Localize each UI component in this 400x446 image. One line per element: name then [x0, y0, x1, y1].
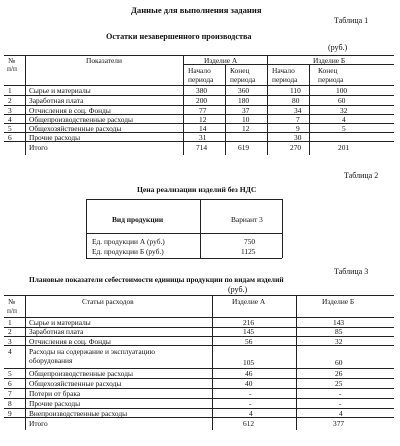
table-cell: 60	[335, 358, 343, 367]
table-cell: 31	[199, 133, 207, 142]
table-grid-line	[212, 295, 213, 430]
table-cell: 1125	[241, 247, 256, 256]
table-cell: -	[339, 389, 342, 398]
table-cell: 8	[8, 399, 12, 408]
table-cell: 34	[294, 106, 302, 115]
table1-col-indicator: Показатели	[86, 56, 122, 65]
table-cell: 12	[199, 115, 207, 124]
document-title: Данные для выполнения задания	[131, 5, 262, 15]
table1-product-a: Изделие А	[204, 56, 238, 65]
table-cell: Сырье и материалы	[29, 318, 91, 327]
table-cell: -	[249, 389, 252, 398]
table-cell: Прочие расходы	[29, 399, 81, 408]
table1-col-np: п/п	[7, 64, 17, 73]
table-cell: 40	[245, 379, 253, 388]
table-grid-line	[309, 64, 310, 155]
table1-a-begin-2: периода	[188, 75, 214, 84]
table-cell: 216	[243, 318, 255, 327]
table1-a-end: Конец	[230, 66, 250, 75]
table2-col-variant: Вариант 3	[231, 215, 263, 224]
table-cell: Ед. продукции Б (руб.)	[92, 247, 164, 256]
table3-unit: (руб.)	[228, 285, 248, 294]
table-cell: Сырье и материалы	[29, 86, 91, 95]
table3-product-a: Изделие А	[232, 297, 266, 306]
table-grid-line	[296, 295, 297, 430]
table-cell: 619	[238, 143, 250, 152]
table-cell: 200	[196, 96, 208, 105]
table-cell: Общепроизводственные расходы	[29, 369, 133, 378]
table-cell: 56	[245, 337, 253, 346]
table-cell: 10	[242, 115, 250, 124]
table-grid-line	[267, 55, 268, 155]
table-cell: 105	[243, 358, 255, 367]
table-grid-line	[25, 295, 26, 430]
table-grid-line	[282, 199, 283, 258]
table-cell: 201	[338, 143, 350, 152]
table-cell: -	[339, 399, 342, 408]
table-cell: 100	[336, 86, 348, 95]
table-cell: 4	[339, 409, 343, 418]
table-cell: 32	[335, 337, 343, 346]
table-cell: 30	[294, 133, 302, 142]
table-cell: 37	[242, 106, 250, 115]
table3-col-np: п/п	[7, 306, 17, 315]
table1-label: Таблица 1	[334, 16, 369, 25]
table-cell: 7	[296, 115, 300, 124]
table3-product-b: Изделие Б	[322, 297, 355, 306]
table-cell: 1	[8, 86, 12, 95]
table-cell: 32	[340, 106, 348, 115]
table-grid-line	[86, 199, 282, 200]
table-cell: 270	[290, 143, 302, 152]
table-cell: 6	[8, 379, 12, 388]
table-cell: 2	[8, 327, 12, 336]
table-cell: 750	[244, 237, 256, 246]
table-cell: 360	[238, 86, 250, 95]
table-cell: 3	[8, 106, 12, 115]
table-grid-line	[200, 199, 201, 258]
table1-b-end-2: периода	[318, 75, 344, 84]
table-cell: 80	[292, 96, 300, 105]
table-cell: 3	[8, 337, 12, 346]
table-cell: 60	[338, 96, 346, 105]
table3-title: Плановые показатели себестоимости единицы продукции по видам изделий	[29, 275, 284, 284]
table1-product-b: Изделие Б	[313, 56, 346, 65]
table-cell: Итого	[29, 419, 48, 428]
table-cell: Заработная плата	[29, 96, 84, 105]
table-cell: 4	[249, 409, 253, 418]
table-cell: Расходы на содержание и эксплуатацию	[29, 347, 156, 356]
table-grid-line	[86, 258, 282, 259]
table-cell: Потери от брака	[29, 389, 81, 398]
table2-col-product: Вид продукции	[112, 215, 164, 224]
table-grid-line	[4, 295, 394, 296]
table-grid-line	[225, 64, 226, 155]
table-cell: Общепроизводственные расходы	[29, 115, 133, 124]
table-cell: 4	[8, 115, 12, 124]
table-cell: оборудования	[29, 356, 73, 365]
table-cell: Прочие расходы	[29, 133, 81, 142]
table-grid-line	[25, 55, 26, 155]
table1-col-no: №	[8, 56, 16, 65]
table-cell: -	[249, 399, 252, 408]
table1-title: Остатки незавершенного производства	[106, 32, 252, 41]
table-cell: Отчисления в соц. Фонды	[29, 337, 111, 346]
table-cell: 180	[238, 96, 250, 105]
table-cell: 4	[8, 347, 12, 356]
table-cell: 26	[335, 369, 343, 378]
table-cell: 14	[199, 124, 207, 133]
table2-title: Цена реализации изделий без НДС	[137, 185, 257, 194]
table-cell: Заработная плата	[29, 327, 84, 336]
table-cell: 714	[196, 143, 208, 152]
table1-b-begin-2: периода	[272, 75, 298, 84]
table-cell: 612	[243, 419, 255, 428]
table3-col-items: Статьи расходов	[82, 297, 134, 306]
table1-b-end: Конец	[318, 66, 338, 75]
table-cell: 46	[245, 369, 253, 378]
table-cell: Ед. продукции А (руб.)	[92, 237, 165, 246]
table2-label: Таблица 2	[344, 171, 379, 180]
table-cell: Общехозяйственные расходы	[29, 379, 122, 388]
table-grid-line	[86, 233, 282, 234]
table-cell: 380	[196, 86, 208, 95]
table-cell: 1	[8, 318, 12, 327]
table-cell: 9	[8, 409, 12, 418]
table-cell: Итого	[29, 143, 48, 152]
table1-b-begin: Начало	[272, 66, 295, 75]
table-cell: 5	[342, 124, 346, 133]
table-cell: 377	[333, 419, 345, 428]
table1-a-end-2: периода	[230, 75, 256, 84]
table-cell: 85	[335, 327, 343, 336]
table-cell: 12	[242, 124, 250, 133]
table-cell: Общехозяйственные расходы	[29, 124, 122, 133]
table3-col-no: №	[8, 297, 16, 306]
table-cell: 5	[8, 369, 12, 378]
table-cell: 5	[8, 124, 12, 133]
table1-a-begin: Начало	[188, 66, 211, 75]
table-cell: 25	[335, 379, 343, 388]
table-cell: 2	[8, 96, 12, 105]
table-cell: 77	[199, 106, 207, 115]
table-cell: 4	[342, 115, 346, 124]
table-cell: Внепроизводственные расходы	[29, 409, 128, 418]
table-cell: 7	[8, 389, 12, 398]
table-cell: 110	[290, 86, 301, 95]
table-grid-line	[183, 55, 184, 155]
table-cell: Отчисления в соц. Фонды	[29, 106, 111, 115]
table-cell: 9	[296, 124, 300, 133]
table1-unit: (руб.)	[328, 43, 348, 52]
table-cell: 143	[333, 318, 345, 327]
table-cell: 6	[8, 133, 12, 142]
table3-label: Таблица 3	[334, 267, 369, 276]
table-cell: 145	[243, 327, 255, 336]
table-grid-line	[86, 199, 87, 258]
